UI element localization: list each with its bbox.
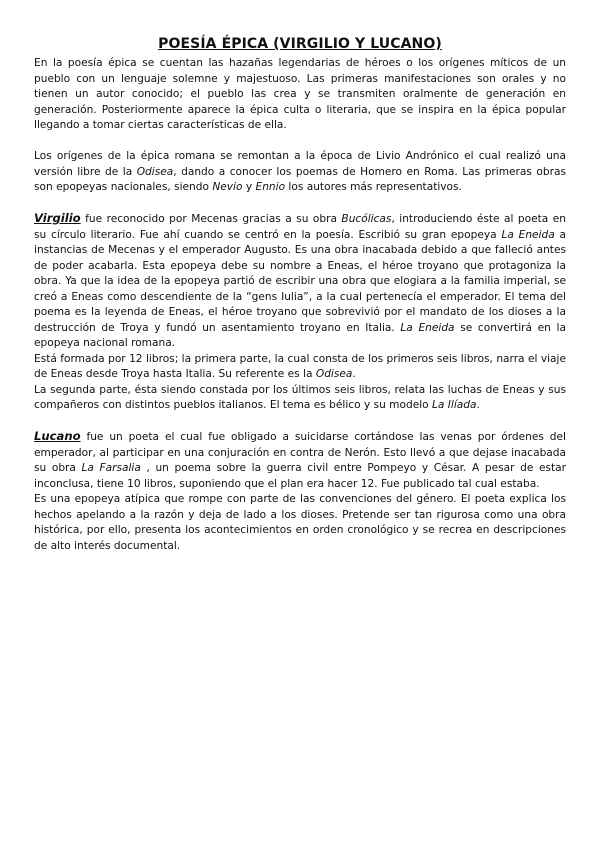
paragraph-lucano-features: Es una epopeya atípica que rompe con parte de las convenciones del género. El poeta explica los hechos apelando a la razón y deja de lado a los dioses. Pretende ser tan rigurosa como una obra histórica, por ello, presenta los acontecimientos en orden cronológico y se recrea en descripciones de alto interés documental. xyxy=(34,493,566,552)
paragraph-virgilio-second-part xyxy=(34,383,566,414)
paragraph-lucano xyxy=(34,429,566,492)
paragraph-intro: En la poesía épica se cuentan las hazañas legendarias de héroes o los orígenes míticos de un pueblo con un lenguaje solemne y majestuoso. Las primeras manifestaciones son orales y no tienen un autor conocido; el pueblo las crea y se transmiten oralmente de generación en generación. Posteriormente aparece la épica culta o literaria, que se inspira en la épica popular llegando a tomar ciertas características de ella. xyxy=(34,57,566,131)
text-span: fue un poeta el cual fue obligado a suicidarse cortándose las venas por órdenes del emperador, al participar en una conjuración en contra de Nerón. Esto llevó a que dejase inacabada su obra xyxy=(34,431,566,474)
text-span: , introduciendo éste al poeta en su círculo literario. Fue ahí cuando se centró en la poesía. Escribió su gran epopeya xyxy=(34,213,566,241)
text-span: . xyxy=(352,368,356,380)
text-span: se convertirá en la epopeya nacional romana. xyxy=(34,321,566,349)
work-title-odisea: Odisea xyxy=(315,368,353,380)
text-span: , dando a conocer los poemas de Homero en Roma. Las primeras obras son epopeyas nacionales, siendo xyxy=(34,165,566,193)
page-title: POESÍA ÉPICA (VIRGILIO Y LUCANO) xyxy=(158,36,442,52)
text-span: fue reconocido por Mecenas gracias a su obra xyxy=(80,213,342,225)
text-span: los autores más representativos. xyxy=(285,181,462,193)
author-nevio: Nevio xyxy=(212,181,243,193)
text-span: . xyxy=(476,399,480,411)
paragraph-origins xyxy=(34,149,566,196)
work-title-eneida: La Eneida xyxy=(501,228,555,241)
author-heading-virgilio: Virgilio xyxy=(34,211,81,225)
author-heading-lucano: Lucano xyxy=(34,429,81,443)
text-span: Está formada por 12 libros; la primera parte, la cual consta de los primeros seis libros, narra el viaje de Eneas desde Troya hasta Italia. Su referente es la xyxy=(34,352,566,380)
work-title-eneida: La Eneida xyxy=(400,321,455,334)
text-span: a instancias de Mecenas y el emperador Augusto. Es una obra inacabada debido a que falleció antes de poder acabarla. Esta epopeya debe su nombre a Eneas, el héroe troyano que protagoniza la obra. Ya que la idea de la epopeya partió de escribir una obra que elogiara a la familia imperial, se creó a Eneas como descendiente de la “gens Iulia”, a la cual pertenecía el emperador. El tema del poema es la leyenda de Eneas, el héroe troyano que sobrevivió por el mandato de los dioses a la destrucción de Troya y fundó un asentamiento troyano en Italia. xyxy=(34,228,566,334)
text-span: Los orígenes de la épica romana se remontan a la época de Livio Andrónico el cual realizó una versión libre de la xyxy=(34,150,566,178)
paragraph-gap xyxy=(34,196,566,212)
text-span: La segunda parte, ésta siendo constada por los últimos seis libros, relata las luchas de Eneas y sus compañeros con distintos pueblos italianos. El tema es bélico y su modelo xyxy=(34,383,566,411)
author-ennio: Ennio xyxy=(255,181,286,193)
paragraph-gap xyxy=(34,134,566,150)
paragraph-virgilio xyxy=(34,211,566,352)
paragraph-virgilio-structure xyxy=(34,352,566,383)
paragraph-gap xyxy=(34,414,566,430)
text-span: , un poema sobre la guerra civil entre Pompeyo y César. A pesar de estar inconclusa, tiene 10 libros, suponiendo que el plan era hacer 12. Fue publicado tal cual estaba. xyxy=(34,462,566,490)
text-span: y xyxy=(242,181,256,193)
work-title-iliada: La Ilíada xyxy=(432,399,477,411)
work-title-odisea: Odisea xyxy=(136,165,174,178)
work-title-bucolicas: Bucólicas xyxy=(341,213,392,225)
work-title-farsalia: La Farsalia xyxy=(81,462,141,474)
